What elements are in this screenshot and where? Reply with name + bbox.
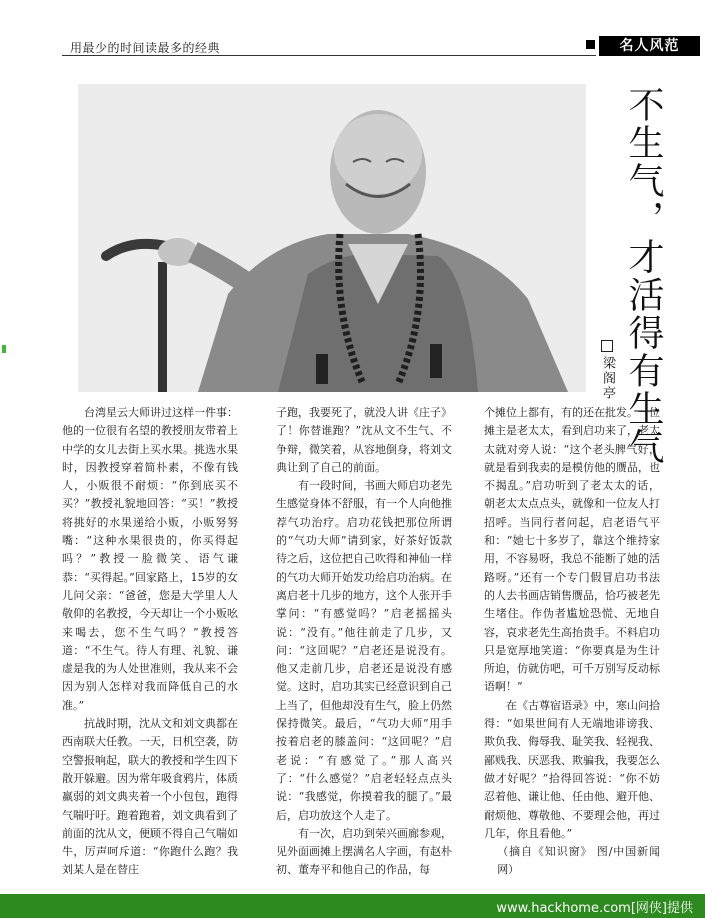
footer-credit[interactable]: www.hackhome.com[网侠]提供 [496, 901, 693, 916]
paragraph: 抗战时期，沈从文和刘文典都在西南联大任教。一天，日机空袭，防空警报响起，联大的教授和学生四下散开躲避。因为常年吸食鸦片，体质羸弱的刘文典夹着一个小包包，跑得气喘吁吁。跑着跑着，刘文典看到了前面的沈从文，便顾不得自己气喘如牛，厉声呵斥道：“你跑什么跑？我刘某人是在替庄 [62, 717, 238, 877]
scan-edge-mark [2, 345, 6, 353]
paragraph: 台湾星云大师讲过这样一件事：他的一位很有名望的教授朋友带着上中学的女儿去街上买水果。挑选水果时，因教授穿着简朴素，不像有钱人，小贩很不耐烦：“你到底买不买？”教授礼貌地回答：“买！”教授将挑好的水果递给小贩，小贩努努嘴：“这种水果很贵的，你买得起吗？”教授一脸微笑、语气谦恭：“买得起。”回家路上，15岁的女儿问父亲：“爸爸，您是大学里人人敬仰的名教授，今天却让一个小贩吆来喝去，您不生气吗？”教授答道：“不生气。待人有理、礼貌、谦虚是我的为人处世准则，我从来不会因为别人怎样对我而降低自己的水准。” [62, 406, 238, 712]
monk-photo [78, 84, 586, 392]
author-box-marker [601, 340, 613, 352]
paragraph: 个摊位上都有，有的还在批发。一位摊主是老太太，看到启功来了，老太太就对旁人说：“这个老头脾气好，就是看到我卖的是模仿他的赝品，也不揭乱。”启功听到了老太太的话，朝老太太点点头，就像和一位友人打招呼。当同行者问起，启老语气平和：“她七十多岁了，靠这个维持家用，不容易呀，我总不能断了她的活路呀。”还有一个专门假冒启功书法的人去书画店销售赝品，恰巧被老先生堵住。作伪者尴尬恐慌、无地自容，哀求老先生高抬贵手。不料启功只是宽厚地笑道：“你要真是为生计所迫，仿就仿吧，可千万别写反动标语啊！” [484, 406, 660, 694]
text-column-1 [62, 404, 238, 880]
header-square-marker [586, 40, 595, 49]
text-column-3 [484, 404, 660, 880]
header-rule [62, 55, 596, 56]
page-header [62, 36, 700, 60]
text-column-2 [276, 404, 452, 880]
column-label: 名人风范 [599, 36, 700, 56]
paragraph: 在《古尊宿语录》中，寒山问拾得：“如果世间有人无端地诽谤我、欺负我、侮辱我、耻笑我、轻视我、鄙贱我、厌恶我、欺骗我，我要怎么做才好呢？”拾得回答说：“你不妨忍着他、谦让他、任由他、避开他、耐烦他、尊敬他、不要理会他，再过几年，你且看他。” [484, 698, 660, 840]
watermark-footer-bar [0, 894, 705, 918]
paragraph: 有一次，启功到荣兴画廊参观，见外面画摊上摆满名人字画，有赵朴初、董寿平和他自己的作品，每 [276, 826, 452, 877]
paragraph: 子跑，我要死了，就没人讲《庄子》了！你替谁跑？”沈从文不生气、不争辩，微笑着，从容地倒身，将刘文典让到了自己的前面。 [276, 406, 452, 474]
article-source: （摘自《知识窗》 图/中国新闻网） [497, 845, 660, 877]
paragraph: 有一段时间，书画大师启功老先生感觉身体不舒服，有一个人向他推荐气功治疗。启功花钱把那位所谓的“气功大师”请到家，好茶好饭款待之后，这位把自己吹得和神仙一样的气功大师开始发功给启功治病。在离启老十几步的地方，这个人张开手掌问：“有感觉吗？”启老摇摇头说：“没有。”他往前走了几步，又问：“这回呢？”启老还是说没有。他又走前几步，启老还是说没有感觉。这时，启功其实已经意识到自己上当了，但他却没有生气，脸上仍然保持微笑。最后，“气功大师”用手按着启老的膝盖问：“这回呢？”启老说：“有感觉了。”那人高兴了：“什么感觉？”启老轻轻点点头说：“我感觉，你摸着我的腿了。”最后，启功放这个人走了。 [276, 479, 452, 822]
header-tagline: 用最少的时间读最多的经典 [70, 41, 221, 55]
article-author [595, 340, 617, 401]
monk-photo-illustration [78, 84, 586, 392]
author-name: 梁阁亭 [600, 356, 615, 401]
article-title: 不生气，才活得有生气 [623, 86, 664, 466]
